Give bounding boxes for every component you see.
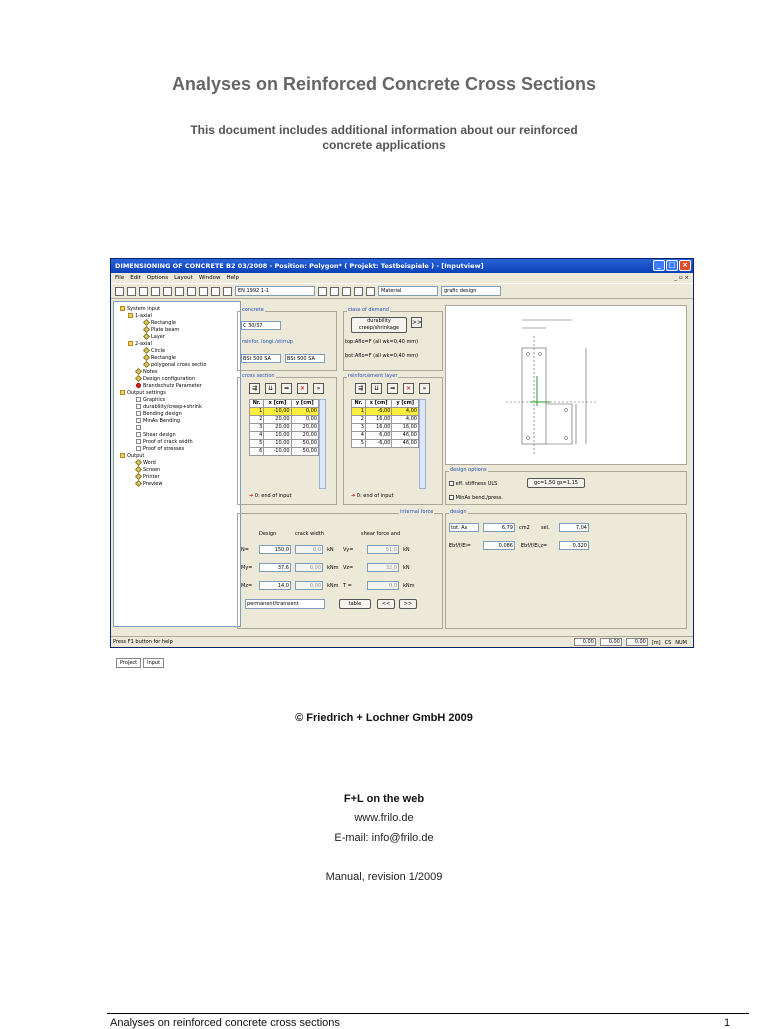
moment-my-crack-input[interactable]: 0,00 xyxy=(295,563,323,572)
col-x: x [cm] xyxy=(365,400,392,408)
checkbox-icon[interactable] xyxy=(136,411,141,416)
material-select[interactable]: Material xyxy=(378,286,438,296)
add-row-icon[interactable]: ⇊ xyxy=(371,383,382,394)
checkbox-icon xyxy=(449,495,454,500)
strain-2-label: Ebf/f/Ei,z= xyxy=(521,543,548,549)
document-subtitle: This document includes additional information about our reinforced concrete applications xyxy=(190,123,578,152)
delete-row-icon[interactable]: ✕ xyxy=(297,383,308,394)
cross-section-end-note: ➜ 0: end of input xyxy=(249,493,292,499)
checkbox-icon[interactable] xyxy=(136,446,141,451)
menu-options[interactable]: Options xyxy=(146,275,169,281)
previous-button[interactable]: << xyxy=(377,599,395,609)
menu-window[interactable]: Window xyxy=(198,275,221,281)
checkbox-icon[interactable] xyxy=(136,404,141,409)
arrow-icon: ➜ xyxy=(249,493,254,499)
next-button[interactable]: >> xyxy=(399,599,417,609)
tree-item[interactable]: Design configuration xyxy=(136,376,195,383)
tree-item[interactable]: Plate beam xyxy=(144,327,179,334)
append-row-icon[interactable]: ⇛ xyxy=(387,383,398,394)
tree-item[interactable]: Preview xyxy=(136,481,162,488)
menu-layout[interactable]: Layout xyxy=(174,275,193,281)
force-n-design-input[interactable]: 150,0 xyxy=(259,545,291,554)
top-crack-info: top:Aflo=F (all wk=0,40 mm) xyxy=(345,339,419,345)
zoom-in-icon[interactable] xyxy=(342,287,351,296)
table-row[interactable]: 1 -10,00 0,00 xyxy=(250,408,319,416)
crack-width-column-header: crack width xyxy=(295,531,324,537)
toolbar xyxy=(111,283,693,299)
table-row[interactable]: 3 16,00 16,00 xyxy=(352,424,419,432)
menu-edit[interactable]: Edit xyxy=(130,275,141,281)
table-row[interactable]: 5 -6,00 46,00 xyxy=(352,440,419,448)
moment-my-design-input[interactable]: 37,6 xyxy=(259,563,291,572)
save-icon[interactable] xyxy=(139,287,148,296)
shear-vy-unit: kN xyxy=(403,547,410,553)
tree-item[interactable]: Layer xyxy=(144,334,165,341)
close-button[interactable]: × xyxy=(679,260,691,271)
copyright: © Friedrich + Lochner GmbH 2009 xyxy=(295,712,473,724)
concrete-label: concrete xyxy=(242,307,264,313)
concrete-select[interactable]: C 30/37 xyxy=(241,321,281,330)
table-row[interactable]: 3 20,00 20,00 xyxy=(250,424,319,432)
table-row[interactable]: 2 16,00 4,00 xyxy=(352,416,419,424)
tab-input[interactable]: Input xyxy=(143,658,164,668)
tree-item[interactable]: Rectangle xyxy=(144,320,176,327)
footer-divider xyxy=(107,1013,749,1014)
reinforcement-label: reinfor. longi./stirrup xyxy=(242,339,293,345)
table-row[interactable]: 4 6,00 46,00 xyxy=(352,432,419,440)
moment-my-label: My= xyxy=(241,565,253,571)
view-icon[interactable] xyxy=(366,287,375,296)
folder-icon xyxy=(128,313,133,318)
safety-factors-button[interactable]: gc=1,50 gs=1,15 xyxy=(527,478,585,488)
delete-row-icon[interactable]: ✕ xyxy=(403,383,414,394)
insert-row-icon[interactable]: ⇶ xyxy=(355,383,366,394)
stirrup-reinforcement-select[interactable]: BSt 500 SA xyxy=(285,354,325,363)
table-row[interactable]: 1 -6,00 4,00 xyxy=(352,408,419,416)
col-y: y [cm] xyxy=(392,400,419,408)
checkbox-icon[interactable] xyxy=(136,397,141,402)
tree-item[interactable]: Notes xyxy=(136,369,157,376)
reinforcement-scrollbar[interactable] xyxy=(419,399,426,489)
total-as-unit: cm2 xyxy=(519,525,530,531)
effective-stiffness-checkbox[interactable]: eff. stiffness ULS xyxy=(449,481,497,487)
append-row-icon[interactable]: ⇛ xyxy=(281,383,292,394)
col-y: y [cm] xyxy=(291,400,318,408)
torsion-unit: kNm xyxy=(403,583,415,589)
tree-item[interactable]: Output settings xyxy=(120,390,166,397)
strain-2-value: 0,320 xyxy=(559,541,589,550)
table-row[interactable]: 2 20,00 0,00 xyxy=(250,416,319,424)
total-as-value: 6,79 xyxy=(483,523,515,532)
status-value-1: 0,00 xyxy=(574,638,596,646)
tree-item[interactable]: Printer xyxy=(136,474,160,481)
status-num: NUM xyxy=(675,640,687,646)
footer-title: Analyses on reinforced concrete cross sections xyxy=(110,1017,340,1029)
menu-help[interactable]: Help xyxy=(226,275,240,281)
tree-item[interactable]: Graphics xyxy=(136,397,165,404)
table-row[interactable]: 5 10,00 50,00 xyxy=(250,440,319,448)
status-value-3: 0,00 xyxy=(626,638,648,646)
shape-icon xyxy=(143,361,150,368)
manual-revision: Manual, revision 1/2009 xyxy=(325,871,443,883)
web-heading: F+L on the web xyxy=(343,793,425,805)
design-column-header: Design xyxy=(259,531,277,537)
internal-force-label: internal force xyxy=(400,509,434,515)
selected-value: 7,04 xyxy=(559,523,589,532)
tree-item[interactable]: Shear design xyxy=(136,432,176,439)
reinforcement-layer-label: reinforcement layer xyxy=(348,373,398,379)
reinforcement-end-note: ➜ 0: end of input xyxy=(351,493,394,499)
table-row[interactable]: 6 -10,00 50,00 xyxy=(250,448,319,456)
bottom-crack-info: bot:Aflo=F (all wk=0,40 mm) xyxy=(345,353,419,359)
status-help-text: Press F1 button for help xyxy=(113,639,173,645)
page-number: 1 xyxy=(724,1017,731,1029)
tree-item[interactable] xyxy=(136,425,143,432)
add-row-icon[interactable]: ⇊ xyxy=(265,383,276,394)
graphic-select[interactable]: grafic design xyxy=(441,286,501,296)
tree-item[interactable]: Proof of stresses xyxy=(136,446,184,453)
shape-icon xyxy=(143,333,150,340)
reinforcement-table xyxy=(351,399,419,448)
shear-vz-label: Vz= xyxy=(343,565,354,571)
shear-vy-input[interactable]: 51,0 xyxy=(367,545,399,554)
force-n-crack-input[interactable]: 0,0 xyxy=(295,545,323,554)
website-link[interactable]: www.frilo.de xyxy=(354,812,414,824)
moment-mz-unit: kNm xyxy=(327,583,339,589)
next-icon[interactable]: » xyxy=(419,383,430,394)
strain-1-label: Ebf/f/Ei= xyxy=(449,543,471,549)
checkbox-icon xyxy=(449,481,454,486)
design-label: design xyxy=(450,509,467,515)
zoom-icon[interactable] xyxy=(318,287,327,296)
folder-icon xyxy=(120,390,125,395)
folder-icon xyxy=(120,306,125,311)
status-bar xyxy=(111,636,693,647)
checkbox-icon[interactable] xyxy=(136,439,141,444)
folder-icon xyxy=(128,341,133,346)
print-icon[interactable] xyxy=(151,287,160,296)
tree-item[interactable]: Screen xyxy=(136,467,160,474)
tab-project[interactable]: Project xyxy=(116,658,141,668)
tree-item[interactable]: Bending design xyxy=(136,411,182,418)
tree-item[interactable]: Circle xyxy=(144,348,165,355)
tree-item[interactable]: 1-axial xyxy=(128,313,152,320)
cross-section-drawing xyxy=(446,306,688,466)
force-n-unit: kN xyxy=(327,547,334,553)
tree-item[interactable]: MinAs Bending xyxy=(136,418,180,425)
next-icon[interactable]: » xyxy=(313,383,324,394)
zoom-out-icon[interactable] xyxy=(354,287,363,296)
class-of-demand-label: class of demand xyxy=(348,307,389,313)
minas-checkbox[interactable]: MinAs bend./press. xyxy=(449,495,503,501)
durability-button[interactable]: durability creep/shrinkage xyxy=(351,317,407,333)
tree-item[interactable]: durability/creep+shrink xyxy=(136,404,202,411)
status-cs: CS xyxy=(664,640,672,646)
tree-item[interactable]: Rectangle xyxy=(144,355,176,362)
zoom-fit-icon[interactable] xyxy=(330,287,339,296)
maximize-button[interactable]: □ xyxy=(666,260,678,271)
cross-section-table xyxy=(249,399,319,456)
insert-row-icon[interactable]: ⇶ xyxy=(249,383,260,394)
longitudinal-reinforcement-select[interactable]: BSt 500 SA xyxy=(241,354,281,363)
shear-vz-unit: kN xyxy=(403,565,410,571)
email-link[interactable]: E-mail: info@frilo.de xyxy=(334,832,434,844)
cross-section-label: cross section xyxy=(242,373,275,379)
cut-icon[interactable] xyxy=(163,287,172,296)
cross-section-scrollbar[interactable] xyxy=(319,399,326,489)
cross-section-graphic xyxy=(445,305,687,465)
moment-mz-crack-input[interactable]: 0,00 xyxy=(295,581,323,590)
minimize-button[interactable]: _ xyxy=(653,260,665,271)
design-options-label: design options xyxy=(450,467,487,473)
torsion-label: T = xyxy=(343,583,352,589)
open-file-icon[interactable] xyxy=(127,287,136,296)
load-combination-select[interactable]: permanent/transient xyxy=(245,599,325,609)
print-preview-icon[interactable] xyxy=(199,287,208,296)
tree-item[interactable]: Output xyxy=(120,453,144,460)
col-nr: Nr. xyxy=(250,400,264,408)
copy-icon[interactable] xyxy=(175,287,184,296)
tree-item[interactable]: Proof of crack width xyxy=(136,439,193,446)
shear-vz-input[interactable]: 32,0 xyxy=(367,563,399,572)
norm-select[interactable]: EN 1992 1-1 xyxy=(235,286,315,296)
window-title: DIMENSIONING OF CONCRETE B2 03/2008 - Position: Polygon* ( Projekt: Testbeispiele ) - [Inputview] xyxy=(115,262,484,270)
col-nr: Nr. xyxy=(352,400,366,408)
strain-1-value: 0,086 xyxy=(483,541,515,550)
checkbox-icon[interactable] xyxy=(136,425,141,430)
torsion-input[interactable]: 0,0 xyxy=(367,581,399,590)
moment-mz-design-input[interactable]: 14,0 xyxy=(259,581,291,590)
new-file-icon[interactable] xyxy=(115,287,124,296)
config-icon xyxy=(135,375,142,382)
table-button[interactable]: table xyxy=(339,599,371,609)
tree-item[interactable]: System input xyxy=(120,306,160,313)
moment-my-unit: kNm xyxy=(327,565,339,571)
total-as-select[interactable]: tot. As xyxy=(449,523,479,532)
document-title: Analyses on Reinforced Concrete Cross Sections xyxy=(171,74,597,94)
tree-item[interactable]: Word xyxy=(136,460,156,467)
checkbox-icon[interactable] xyxy=(136,432,141,437)
table-row[interactable]: 4 10,00 20,00 xyxy=(250,432,319,440)
status-value-2: 0,00 xyxy=(600,638,622,646)
window-titlebar xyxy=(111,259,693,273)
application-window xyxy=(110,258,694,666)
selected-label: sel. xyxy=(541,525,550,531)
col-x: x [cm] xyxy=(264,400,291,408)
tree-item[interactable]: Brandschutz Parameter xyxy=(136,383,202,390)
class-more-button[interactable]: >> xyxy=(412,319,423,326)
status-unit: [m] xyxy=(651,640,661,646)
tree-item[interactable]: polygonal cross sectio xyxy=(144,362,206,369)
force-n-label: N= xyxy=(241,547,249,553)
shear-vy-label: Vy= xyxy=(343,547,354,553)
moment-mz-label: Mz= xyxy=(241,583,253,589)
tree-item[interactable]: 2-axial xyxy=(128,341,152,348)
redo-icon[interactable] xyxy=(223,287,232,296)
menu-file[interactable]: File xyxy=(115,275,125,281)
paste-icon[interactable] xyxy=(187,287,196,296)
undo-icon[interactable] xyxy=(211,287,220,296)
fire-icon xyxy=(136,383,141,388)
preview-icon xyxy=(135,480,142,487)
menu-bar xyxy=(111,273,693,283)
shear-column-header: shear force and xyxy=(361,531,401,537)
arrow-icon: ➜ xyxy=(351,493,356,499)
folder-icon xyxy=(120,453,125,458)
checkbox-icon[interactable] xyxy=(136,418,141,423)
mdi-controls[interactable]: _ ▫ × xyxy=(674,275,689,281)
